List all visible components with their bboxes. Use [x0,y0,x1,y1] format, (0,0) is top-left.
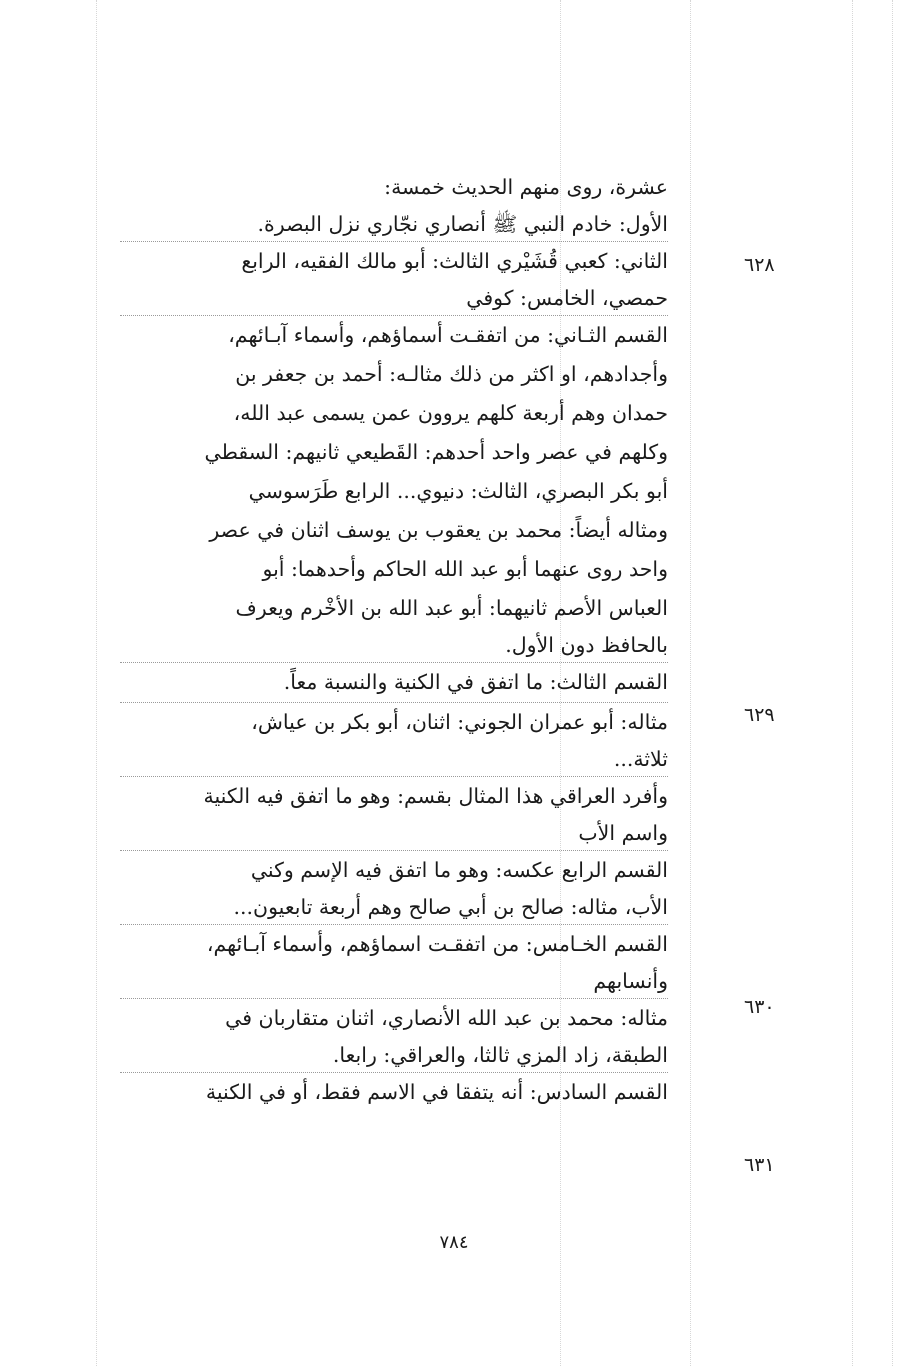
text-line: الأول: خادم النبي ﷺ أنصاري نجّاري نزل البصرة. [257,212,668,236]
text-line: حمدان وهم أربعة كلهم يروون عمن يسمى عبد الله، [233,401,668,425]
entry-number: ٦٢٨ [744,254,775,276]
text-line: ومثاله أيضاً: محمد بن يعقوب بن يوسف اثنان في عصر [209,518,668,542]
text-line: الثاني: كعبي قُشَيْري الثالث: أبو مالك الفقيه، الرابع [120,241,668,281]
text-line: مثاله: أبو عمران الجوني: اثنان، أبو بكر بن عياش، [120,702,668,742]
text-line: وأنسابهم [593,969,668,993]
entry-number: ٦٣٠ [744,996,775,1018]
text-line: واحد روى عنهما أبو عبد الله الحاكم وأحدهما: أبو [262,557,668,581]
text-line: القسم الثالث: ما اتفق في الكنية والنسبة معاً. [120,662,668,702]
margin-rule [690,0,691,1366]
margin-rule [892,0,893,1366]
text-line: واسم الأب [578,821,668,845]
text-line: القسم السادس: أنه يتفقا في الاسم فقط، أو في الكنية [120,1072,668,1112]
text-line: بالحافظ دون الأول. [505,633,668,657]
entry-number: ٦٢٩ [744,704,775,726]
text-line: ثلاثة... [613,747,668,771]
text-line: وأجدادهم، او اكثر من ذلك مثالـه: أحمد بن جعفر بن [235,362,668,386]
text-line: القسم الرابع عكسه: وهو ما اتفق فيه الإسم وكني [120,850,668,890]
text-line: القسم الثـاني: من اتفقـت أسماؤهم، وأسماء آبـائهم، [120,315,668,355]
text-line: وكلهم في عصر واحد أحدهم: القَطيعي ثانيهم: السقطي [204,440,668,464]
text-line: الطبقة، زاد المزي ثالثا، والعراقي: رابعا. [332,1043,668,1067]
text-line: أبو بكر البصري، الثالث: دنيوي... الرابع طَرَسوسي [248,479,668,503]
text-line: العباس الأصم ثانيهما: أبو عبد الله بن الأخْرم ويعرف [235,596,668,620]
entry-number: ٦٣١ [744,1154,775,1176]
text-line: مثاله: محمد بن عبد الله الأنصاري، اثنان متقاربان في [120,998,668,1038]
text-line: القسم الخـامس: من اتفقـت اسماؤهم، وأسماء آبـائهم، [120,924,668,964]
page-number: ٧٨٤ [439,1232,469,1253]
text-line: وأفرد العراقي هذا المثال بقسم: وهو ما اتفق فيه الكنية [120,776,668,816]
text-line: عشرة، روى منهم الحديث خمسة: [384,175,668,199]
body-text [120,168,668,1112]
text-line: الأب، مثاله: صالح بن أبي صالح وهم أربعة تابعيون... [233,895,668,919]
text-line: حمصي، الخامس: كوفي [466,286,668,310]
margin-rule [852,0,853,1366]
margin-rule [96,0,97,1366]
